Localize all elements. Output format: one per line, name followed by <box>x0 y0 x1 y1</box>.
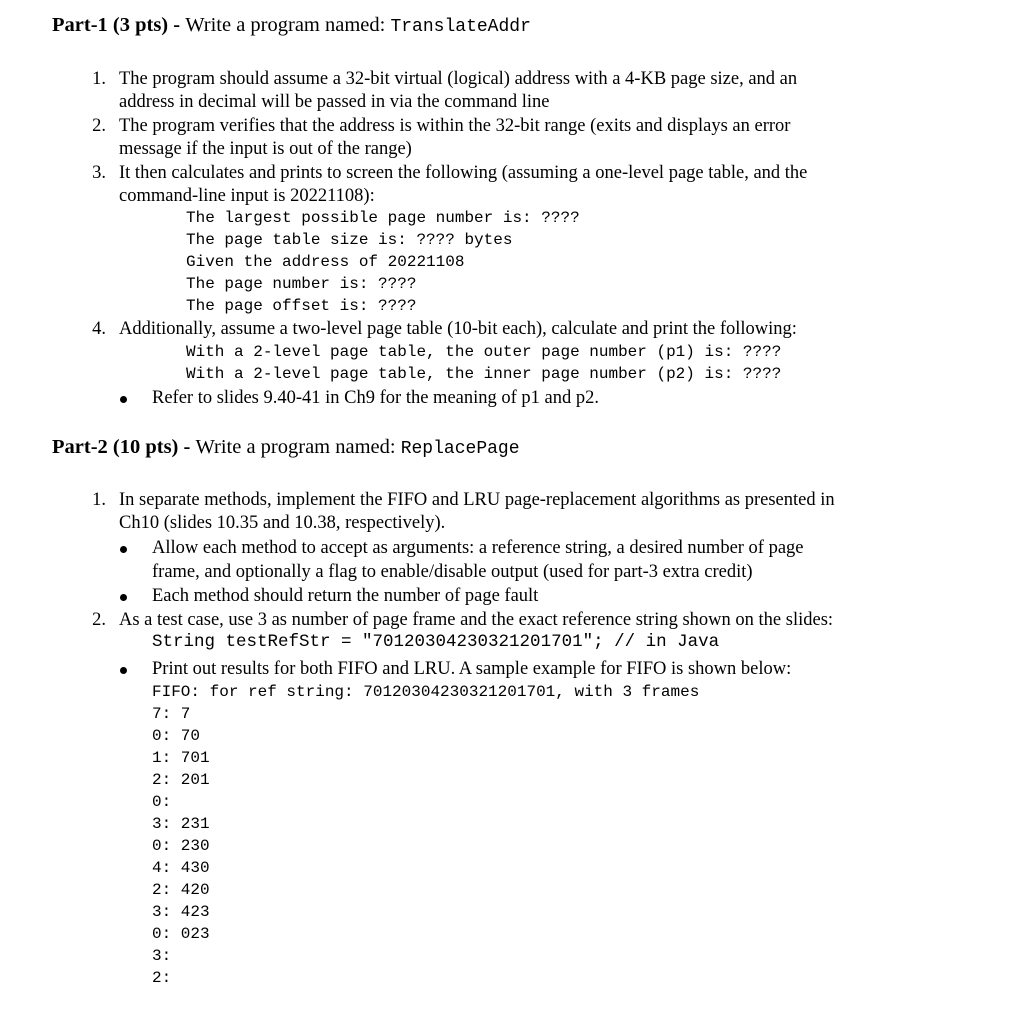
fifo-sample-line: 0: 023 <box>152 925 210 943</box>
fifo-sample-line: 1: 701 <box>152 749 210 767</box>
part2-item2-number: 2. <box>92 610 106 630</box>
fifo-sample-line: 2: <box>152 969 172 987</box>
fifo-sample-line: 2: 420 <box>152 881 210 899</box>
part2-item1-bullet2: Each method should return the number of page fault <box>152 586 539 606</box>
part1-item3-line2: command-line input is 20221108): <box>119 186 375 206</box>
fifo-sample-line: 3: <box>152 947 172 965</box>
output-inner-page-number: With a 2-level page table, the inner page number (p2) is: ???? <box>186 365 782 383</box>
fifo-sample-line: 7: 7 <box>152 705 191 723</box>
bullet-icon <box>120 396 127 403</box>
fifo-sample-header: FIFO: for ref string: 70120304230321201701, with 3 frames <box>152 683 700 701</box>
part2-item1-bullet1-line1: Allow each method to accept as arguments: a reference string, a desired number of page <box>152 538 804 558</box>
output-given-address: Given the address of 20221108 <box>186 253 465 271</box>
output-largest-page-number: The largest possible page number is: ???? <box>186 209 580 227</box>
part1-heading <box>52 14 531 37</box>
part2-item1-bullet1-line2: frame, and optionally a flag to enable/disable output (used for part-3 extra credit) <box>152 562 753 582</box>
fifo-sample-line: 3: 423 <box>152 903 210 921</box>
part2-item2-line1: As a test case, use 3 as number of page frame and the exact reference string shown on the slides: <box>119 610 834 630</box>
part2-heading-dash: - <box>178 436 196 458</box>
bullet-icon <box>120 594 127 601</box>
part1-heading-title: Part-1 (3 pts) <box>52 14 169 36</box>
output-outer-page-number: With a 2-level page table, the outer page number (p1) is: ???? <box>186 343 782 361</box>
bullet-icon <box>120 546 127 553</box>
part1-item1-number: 1. <box>92 69 106 89</box>
part1-item4-line1: Additionally, assume a two-level page table (10-bit each), calculate and print the following: <box>119 319 797 339</box>
part2-heading-title: Part-2 (10 pts) <box>52 436 179 458</box>
part1-heading-text: Write a program named: <box>185 14 391 36</box>
part2-item1-number: 1. <box>92 490 106 510</box>
fifo-sample-line: 2: 201 <box>152 771 210 789</box>
test-ref-string-declaration: String testRefStr = "70120304230321201701"; // in Java <box>152 632 720 652</box>
part1-item2-line2: message if the input is out of the range) <box>119 139 412 159</box>
fifo-sample-line: 4: 430 <box>152 859 210 877</box>
output-page-table-size: The page table size is: ???? bytes <box>186 231 513 249</box>
part1-bullet-text: Refer to slides 9.40-41 in Ch9 for the meaning of p1 and p2. <box>152 388 599 408</box>
output-page-number: The page number is: ???? <box>186 275 417 293</box>
part2-item2-bullet: Print out results for both FIFO and LRU. A sample example for FIFO is shown below: <box>152 659 792 679</box>
fifo-sample-line: 0: <box>152 793 172 811</box>
part1-item1-line1: The program should assume a 32-bit virtual (logical) address with a 4-KB page size, and an <box>119 69 798 89</box>
part2-program-name: ReplacePage <box>400 439 520 459</box>
output-page-offset: The page offset is: ???? <box>186 297 417 315</box>
bullet-icon <box>120 667 127 674</box>
part2-item1-line2: Ch10 (slides 10.35 and 10.38, respectively). <box>119 513 446 533</box>
part1-item2-number: 2. <box>92 116 106 136</box>
part1-item3-number: 3. <box>92 163 106 183</box>
part1-item3-line1: It then calculates and prints to screen the following (assuming a one-level page table, and the <box>119 163 808 183</box>
part2-heading-text: Write a program named: <box>195 436 401 458</box>
part1-item4-number: 4. <box>92 319 106 339</box>
part1-item2-line1: The program verifies that the address is within the 32-bit range (exits and displays an error <box>119 116 791 136</box>
part1-item1-line2: address in decimal will be passed in via the command line <box>119 92 550 112</box>
part1-heading-dash: - <box>168 14 186 36</box>
part2-item1-line1: In separate methods, implement the FIFO and LRU page-replacement algorithms as presented in <box>119 490 835 510</box>
part1-program-name: TranslateAddr <box>390 17 531 37</box>
fifo-sample-line: 3: 231 <box>152 815 210 833</box>
part2-heading <box>52 436 520 459</box>
fifo-sample-line: 0: 70 <box>152 727 201 745</box>
fifo-sample-line: 0: 230 <box>152 837 210 855</box>
